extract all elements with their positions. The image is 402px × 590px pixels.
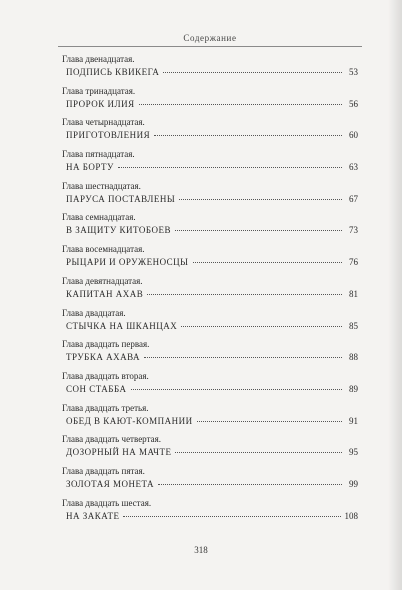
toc-line — [66, 320, 358, 332]
chapter-title: ПОДПИСЬ КВИКЕГА — [66, 67, 160, 77]
chapter-title: СОН СТАББА — [66, 383, 127, 394]
chapter-title: ДОЗОРНЫЙ НА МАЧТЕ — [66, 447, 172, 458]
running-header: Содержание — [183, 33, 237, 43]
toc-line — [66, 98, 358, 110]
toc-entry[interactable] — [62, 149, 358, 181]
toc-line — [66, 415, 358, 427]
page-number: 95 — [349, 447, 358, 458]
page-number: 81 — [349, 288, 358, 299]
toc-line — [66, 66, 358, 78]
chapter-number: Глава девятнадцатая. — [62, 275, 143, 286]
chapter-number: Глава шестнадцатая. — [62, 180, 141, 191]
dot-leader — [181, 326, 342, 327]
dot-leader — [163, 72, 342, 73]
toc-entry[interactable] — [62, 212, 358, 244]
chapter-number: Глава двадцать пятая. — [62, 465, 145, 476]
toc-line — [66, 161, 358, 173]
page-number: 108 — [344, 510, 358, 521]
spine-shadow — [388, 0, 402, 590]
toc-entry[interactable] — [62, 244, 358, 276]
chapter-number: Глава двадцать вторая. — [62, 370, 149, 381]
page-number: 53 — [349, 67, 358, 77]
toc-entry[interactable] — [62, 86, 358, 118]
header-rule — [58, 46, 362, 47]
chapter-number: Глава пятнадцатая. — [62, 149, 135, 160]
dot-leader — [175, 230, 342, 231]
page-number: 67 — [349, 193, 358, 204]
dot-leader — [179, 199, 342, 200]
toc-line — [66, 256, 358, 268]
chapter-title: ТРУБКА АХАВА — [66, 352, 141, 363]
toc-line — [66, 288, 358, 300]
chapter-number: Глава двадцатая. — [62, 307, 126, 318]
toc-line — [66, 351, 358, 363]
chapter-title: В ЗАЩИТУ КИТОБОЕВ — [66, 225, 171, 236]
chapter-title: НА БОРТУ — [66, 162, 114, 173]
chapter-title: РЫЦАРИ И ОРУЖЕНОСЦЫ — [66, 257, 189, 268]
dot-leader — [154, 135, 342, 136]
toc-entry[interactable] — [62, 117, 358, 149]
chapter-number: Глава тринадцатая. — [62, 85, 136, 96]
chapter-title: ЗОЛОТАЯ МОНЕТА — [66, 478, 155, 489]
toc-entry[interactable] — [62, 308, 358, 340]
toc-entry[interactable] — [62, 276, 358, 308]
chapter-title: НА ЗАКАТЕ — [66, 510, 120, 521]
chapter-number: Глава двадцать первая. — [62, 339, 150, 350]
toc-line — [66, 446, 358, 458]
toc-entry[interactable] — [62, 339, 358, 371]
dot-leader — [158, 484, 342, 485]
chapter-number: Глава двадцать четвертая. — [62, 434, 161, 445]
dot-leader — [175, 452, 342, 453]
toc-entry[interactable] — [62, 403, 358, 435]
dot-leader — [197, 421, 342, 422]
page-number: 56 — [349, 98, 358, 109]
chapter-number: Глава двенадцатая. — [62, 54, 135, 64]
toc-entry[interactable] — [62, 54, 358, 86]
chapter-title: ПРОРОК ИЛИЯ — [66, 98, 135, 109]
toc-line — [66, 478, 358, 490]
page-number: 73 — [349, 225, 358, 236]
dot-leader — [144, 357, 342, 358]
toc-entry[interactable] — [62, 466, 358, 498]
chapter-number: Глава двадцать шестая. — [62, 497, 152, 508]
page-number: 89 — [349, 383, 358, 394]
dot-leader — [139, 104, 342, 105]
chapter-title: ОБЕД В КАЮТ-КОМПАНИИ — [66, 415, 193, 426]
chapter-number: Глава двадцать третья. — [62, 402, 149, 413]
dot-leader — [123, 516, 340, 517]
table-of-contents — [62, 54, 358, 529]
toc-entry[interactable] — [62, 181, 358, 213]
page-number: 85 — [349, 320, 358, 331]
dot-leader — [193, 262, 342, 263]
page-number: 99 — [349, 478, 358, 489]
toc-line — [66, 224, 358, 236]
chapter-title: КАПИТАН АХАВ — [66, 288, 144, 299]
toc-line — [66, 129, 358, 141]
chapter-number: Глава четырнадцатая. — [62, 117, 145, 128]
toc-line — [66, 193, 358, 205]
chapter-number: Глава восемнадцатая. — [62, 244, 145, 255]
page-number: 76 — [349, 257, 358, 268]
page-number: 91 — [349, 415, 358, 426]
dot-leader — [118, 167, 342, 168]
chapter-title: СТЫЧКА НА ШКАНЦАХ — [66, 320, 178, 331]
chapter-number: Глава семнадцатая. — [62, 212, 136, 223]
toc-entry[interactable] — [62, 498, 358, 530]
page-folio: 318 — [194, 545, 208, 555]
dot-leader — [147, 294, 342, 295]
chapter-title: ПРИГОТОВЛЕНИЯ — [66, 130, 151, 141]
page-number: 63 — [349, 162, 358, 173]
page-number: 88 — [349, 352, 358, 363]
toc-entry[interactable] — [62, 371, 358, 403]
dot-leader — [131, 389, 342, 390]
toc-entry[interactable] — [62, 434, 358, 466]
toc-line — [66, 383, 358, 395]
page-number: 60 — [349, 130, 358, 141]
chapter-title: ПАРУСА ПОСТАВЛЕНЫ — [66, 193, 176, 204]
toc-line — [66, 510, 358, 522]
